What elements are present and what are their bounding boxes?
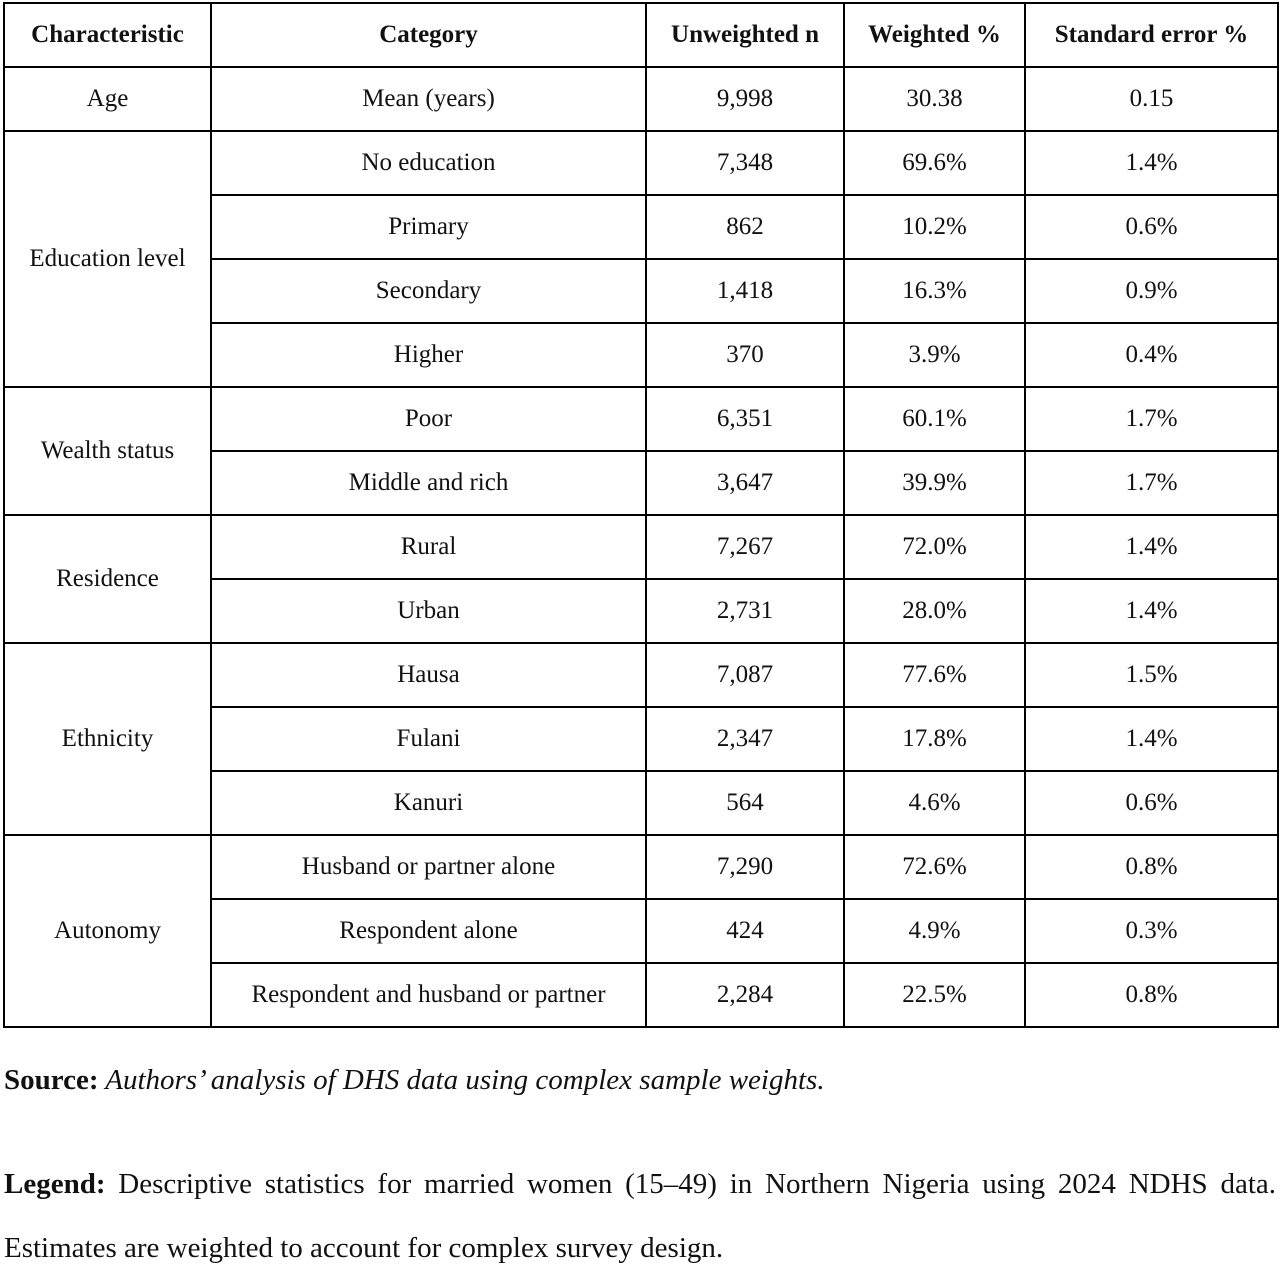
weighted-percent-cell: 28.0% [844,579,1025,643]
weighted-percent-cell: 22.5% [844,963,1025,1027]
header-row [4,3,1278,67]
category-cell: Respondent and husband or partner [211,963,646,1027]
header-weighted-percent: Weighted % [844,3,1025,67]
unweighted-n-cell: 424 [646,899,844,963]
table-row [4,131,1278,195]
weighted-percent-cell: 60.1% [844,387,1025,451]
standard-error-cell: 1.5% [1025,643,1278,707]
source-note [4,1058,1276,1102]
category-cell: Primary [211,195,646,259]
standard-error-cell: 1.4% [1025,579,1278,643]
category-cell: Husband or partner alone [211,835,646,899]
legend-text: Descriptive statistics for married women (15–49) in Northern Nigeria using 2024 NDHS data. Estimates are weighted to account for complex survey design. [4,1168,1276,1264]
unweighted-n-cell: 2,731 [646,579,844,643]
standard-error-cell: 0.6% [1025,195,1278,259]
unweighted-n-cell: 2,347 [646,707,844,771]
category-cell: Middle and rich [211,451,646,515]
source-label: Source: [4,1064,99,1096]
standard-error-cell: 1.4% [1025,131,1278,195]
table-body [4,67,1278,1027]
unweighted-n-cell: 370 [646,323,844,387]
standard-error-cell: 0.3% [1025,899,1278,963]
weighted-percent-cell: 30.38 [844,67,1025,131]
standard-error-cell: 1.7% [1025,387,1278,451]
source-text: Authors’ analysis of DHS data using complex sample weights. [98,1064,825,1096]
unweighted-n-cell: 7,290 [646,835,844,899]
weighted-percent-cell: 17.8% [844,707,1025,771]
characteristic-cell: Residence [4,515,211,643]
unweighted-n-cell: 2,284 [646,963,844,1027]
weighted-percent-cell: 72.0% [844,515,1025,579]
category-cell: Fulani [211,707,646,771]
weighted-percent-cell: 4.9% [844,899,1025,963]
characteristic-cell: Autonomy [4,835,211,1027]
category-cell: Mean (years) [211,67,646,131]
table-row [4,835,1278,899]
category-cell: Hausa [211,643,646,707]
category-cell: Rural [211,515,646,579]
category-cell: Higher [211,323,646,387]
standard-error-cell: 0.8% [1025,835,1278,899]
unweighted-n-cell: 7,348 [646,131,844,195]
category-cell: Secondary [211,259,646,323]
weighted-percent-cell: 16.3% [844,259,1025,323]
category-cell: Respondent alone [211,899,646,963]
unweighted-n-cell: 6,351 [646,387,844,451]
unweighted-n-cell: 3,647 [646,451,844,515]
legend-note [4,1152,1276,1280]
standard-error-cell: 1.4% [1025,707,1278,771]
category-cell: Kanuri [211,771,646,835]
characteristic-cell: Wealth status [4,387,211,515]
standard-error-cell: 0.9% [1025,259,1278,323]
weighted-percent-cell: 3.9% [844,323,1025,387]
legend-label: Legend: [4,1168,106,1200]
table-header [4,3,1278,67]
standard-error-cell: 0.8% [1025,963,1278,1027]
table-row [4,387,1278,451]
header-standard-error: Standard error % [1025,3,1278,67]
unweighted-n-cell: 564 [646,771,844,835]
standard-error-cell: 0.6% [1025,771,1278,835]
category-cell: Urban [211,579,646,643]
characteristic-cell: Age [4,67,211,131]
weighted-percent-cell: 10.2% [844,195,1025,259]
category-cell: Poor [211,387,646,451]
table-row [4,643,1278,707]
weighted-percent-cell: 39.9% [844,451,1025,515]
weighted-percent-cell: 77.6% [844,643,1025,707]
characteristic-cell: Ethnicity [4,643,211,835]
unweighted-n-cell: 1,418 [646,259,844,323]
descriptive-statistics-table-container [3,2,1277,1028]
standard-error-cell: 0.4% [1025,323,1278,387]
header-characteristic: Characteristic [4,3,211,67]
standard-error-cell: 0.15 [1025,67,1278,131]
weighted-percent-cell: 69.6% [844,131,1025,195]
standard-error-cell: 1.4% [1025,515,1278,579]
unweighted-n-cell: 7,267 [646,515,844,579]
unweighted-n-cell: 7,087 [646,643,844,707]
table-notes [4,1058,1276,1280]
header-category: Category [211,3,646,67]
weighted-percent-cell: 4.6% [844,771,1025,835]
standard-error-cell: 1.7% [1025,451,1278,515]
table-row [4,67,1278,131]
unweighted-n-cell: 862 [646,195,844,259]
category-cell: No education [211,131,646,195]
descriptive-statistics-table [3,2,1279,1028]
weighted-percent-cell: 72.6% [844,835,1025,899]
table-row [4,515,1278,579]
unweighted-n-cell: 9,998 [646,67,844,131]
header-unweighted-n: Unweighted n [646,3,844,67]
characteristic-cell: Education level [4,131,211,387]
